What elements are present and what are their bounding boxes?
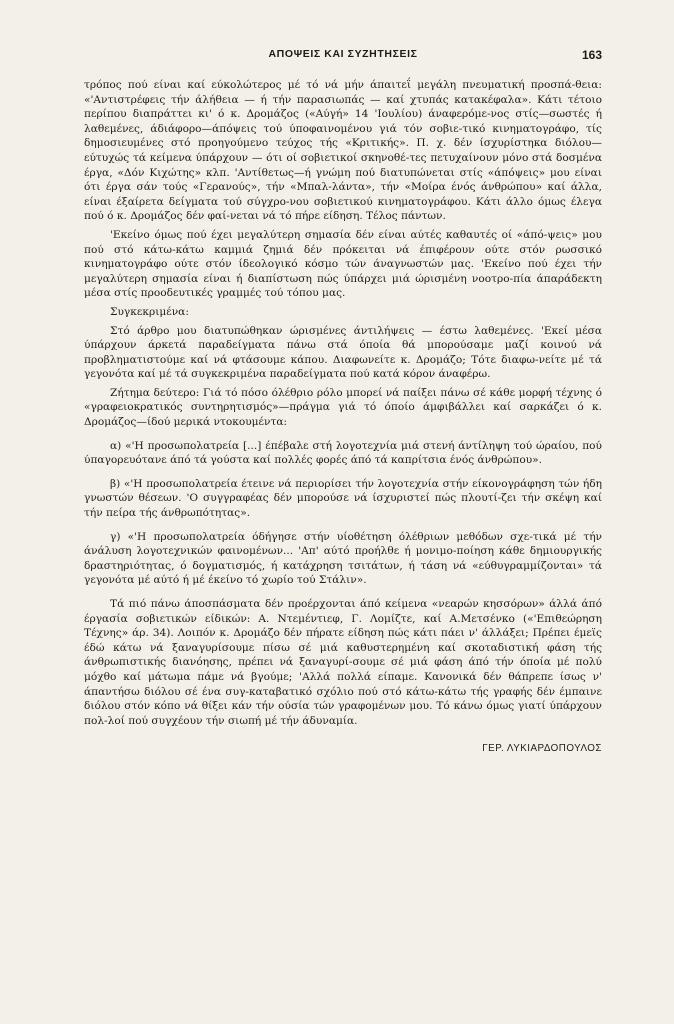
- paragraph-text: Συγκεκριμένα:: [110, 305, 189, 318]
- paragraph: [84, 78, 602, 224]
- page-header: [84, 48, 602, 66]
- paragraph: [84, 386, 602, 430]
- paragraphs-block: [84, 78, 602, 430]
- quotes-block: [84, 439, 602, 588]
- running-title: ΑΠΟΨΕΙΣ ΚΑΙ ΣΥΖΗΤΗΣΕΙΣ: [268, 48, 418, 60]
- paragraph-text: Τά πιό πάνω άποσπάσματα δέν προέρχονται άπό κείμενα «νεαρών κησσόρων» άλλά άπό έργασία σοβιετικών είδικών: Α. Ντεμέντιεφ, Γ. Λομίζτε, καί Α.Μετσένκο («'Επιθεώρηση Τέχνης» άρ. 34). Λοιπόν κ. Δρομάζο δέν πήρατε είδηση πώς κάτι πάει ν' άλλάξει; Πρέπει έμεϊς έδώ κάτω νά ξαναγυρίσουμε πίσω σέ μιά καθυστερημένη καί σκοταδιστική φάση τής άνθρωπιστικής διανόησης, πρέπει νά ξαναγυρί-σουμε σέ μιά φάση άπό τήν όποία μέ πολύ μόχθο καί μάτωμα πάμε νά βγούμε; 'Αλλά πολλά είπαμε. Κανονικά δέν θάπρεπε ίσως ν' άπαντήσω διόλου σέ ένα συγ-καταβατικό σχόλιο πού στό κάτω-κάτω τής γραφής δέν έμπαινε διόλου στόν κόπο νά θίξει κάν τήν ούσία τών γραφομένων μου. Τό κάνω όμως γιατί ύπάρχουν πολ-λοί πού συγχέουν τήν σιωπή μέ τήν άδυναμία.: [84, 598, 602, 727]
- paragraph: [84, 305, 602, 320]
- paragraph: [84, 324, 602, 382]
- closing-paragraph: [84, 597, 602, 728]
- paragraph-text: 'Εκείνο όμως πού έχει μεγαλύτερη σημασία δέν είναι αύτές καθαυτές οί «άπό-ψεις» μου πού στό κάτω-κάτω καμμιά ζημιά δέν πρόκειται νά έπιφέρουν ούτε στόν ρωσσικό κινηματογράφο ούτε στόν ίδεολογικό κόσμο τών άναγνωστών μας. 'Εκείνο πού έχει τήν μεγαλύτερη σημασία είναι ή διαπίστωση πώς ύπάρχει μιά ώρισμένη νοοτρο-πία άπαράδεκτη μέσα στίς προοδευτικές γραμμές τού τόπου μας.: [84, 228, 602, 300]
- article-body: [84, 78, 602, 757]
- closing-block: [84, 597, 602, 728]
- paragraph-text: α) «'Η προσωπολατρεία [...] έπέβαλε στή λογοτεχνία μιά στενή άντίληψη τού ώραίου, πού ύπαγορευότανε άπό τά γούστα καί πολλές φορές άπό τά καπρίτσια ένός άνθρώπου».: [84, 439, 602, 467]
- quoted-document: [84, 477, 602, 521]
- quoted-document: [84, 439, 602, 468]
- paragraph-text: Στό άρθρο μου διατυπώθηκαν ώρισμένες άντιλήψεις — έστω λαθεμένες. 'Εκεί μέσα ύπάρχουν άρκετά παραδείγματα πάνω στά όποία θά μπορούσαμε μαζί κοινού νά προβληματιστούμε καί νά φτάσουμε κάπου. Διαφωνείτε κ. Δρομάζο; Τότε διαφω-νείτε μέ τά γεγονότα καί μέ τά συγκεκριμένα παραδείγματα πού κατά κόρον άναφέρω.: [84, 324, 602, 381]
- paragraph: [84, 228, 602, 301]
- paragraph-text: β) «'Η προσωπολατρεία έτεινε νά περιορίσει τήν λογοτεχνία στήν είκονογράφηση τών ήδη γνωστών θέσεων. 'Ο συγγραφέας δέν μπορούσε νά ίσχυριστεί πώς πλουτί-ζει τήν σκέψη καί τήν πείρα τής άνθρωπότητας».: [84, 477, 602, 520]
- paragraph-text: γ) «'Η προσωπολατρεία όδήγησε στήν υίοθέτηση όλέθριων μεθόδων σχε-τικά μέ τήν άνάλυση λογοτεχνικών φαινομένων... 'Απ' αύτό προήλθε ή μονιμο-ποίηση κάθε δημιουργικής δραστηριότητας, ό δογματισμός, ή κατάχρηση τσιτάτων, ή τάση νά «εύθυγραμμίζονται» τά γεγονότα μέ αύτό ή μέ έκείνο τό χωρίο τού Στάλιν».: [84, 530, 602, 587]
- author-signature: ΓΕΡ. ΛΥΚΙΑΡΔΟΠΟΥΛΟΣ: [482, 743, 602, 755]
- quoted-document: [84, 530, 602, 588]
- paragraph-text: τρόπος πού είναι καί εύκολώτερος μέ τό νά μήν άπαιτεΐ μεγάλη πνευματική προσπά-θεια: «'Αντιστρέφεις τήν άλήθεια — ή τήν παρασιωπάς — καί χτυπάς κατακέφαλα». Κάτι τέτοιο περίπου διαπράττει κι' ό κ. Δρομάζος («Αύγή» 14 'Ιουλίου) άναφερόμε-νος στίς—σωστές ή λαθεμένες, άδιάφορο—άπόψεις τού ύποφαινομένου γιά τόν σοβιε-τικό κινηματογράφο, τίς δημοσιευμένες στό προηγούμενο τεύχος τής «Κριτικής». Π. χ. δέν ίσχυρίστηκα διόλου—εύτυχώς τά κείμενα ύπάρχουν — ότι οί σοβιετικοί σκηνοθέ-τες πετυχαίνουν μόνο στά δοσμένα έργα, «Δόν Κιχώτης» κλπ. 'Αντίθετως—ή γνώμη πού διατυπώνεται στίς «άπόψεις» μου είναι ότι έργα σάν τούς «Γερανούς», τήν «Μπαλ-λάντα», τήν «Μοίρα ένός άνθρώπου» καί άλλα, είναι έξαίρετα δείγματα τού σύγχρο-νου σοβιετικού κινηματογράφου. Κάτι άλλο όμως έλεγα πού ό κ. Δρομάζος δέν φαί-νεται νά τό πήρε είδηση. Τέλος πάντων.: [84, 79, 602, 223]
- paragraph-text: Ζήτημα δεύτερο: Γιά τό πόσο όλέθριο ρόλο μπορεί νά παίξει πάνω σέ κάθε μορφή τέχνης ό «γραφειοκρατικός συντηρητισμός»—πράγμα γιά τό όποίο άμφιβάλλει καί σαρκάζει ό κ. Δρομάζος—ίδού μερικά ντοκουμέντα:: [84, 386, 602, 429]
- page-number: 163: [581, 48, 602, 62]
